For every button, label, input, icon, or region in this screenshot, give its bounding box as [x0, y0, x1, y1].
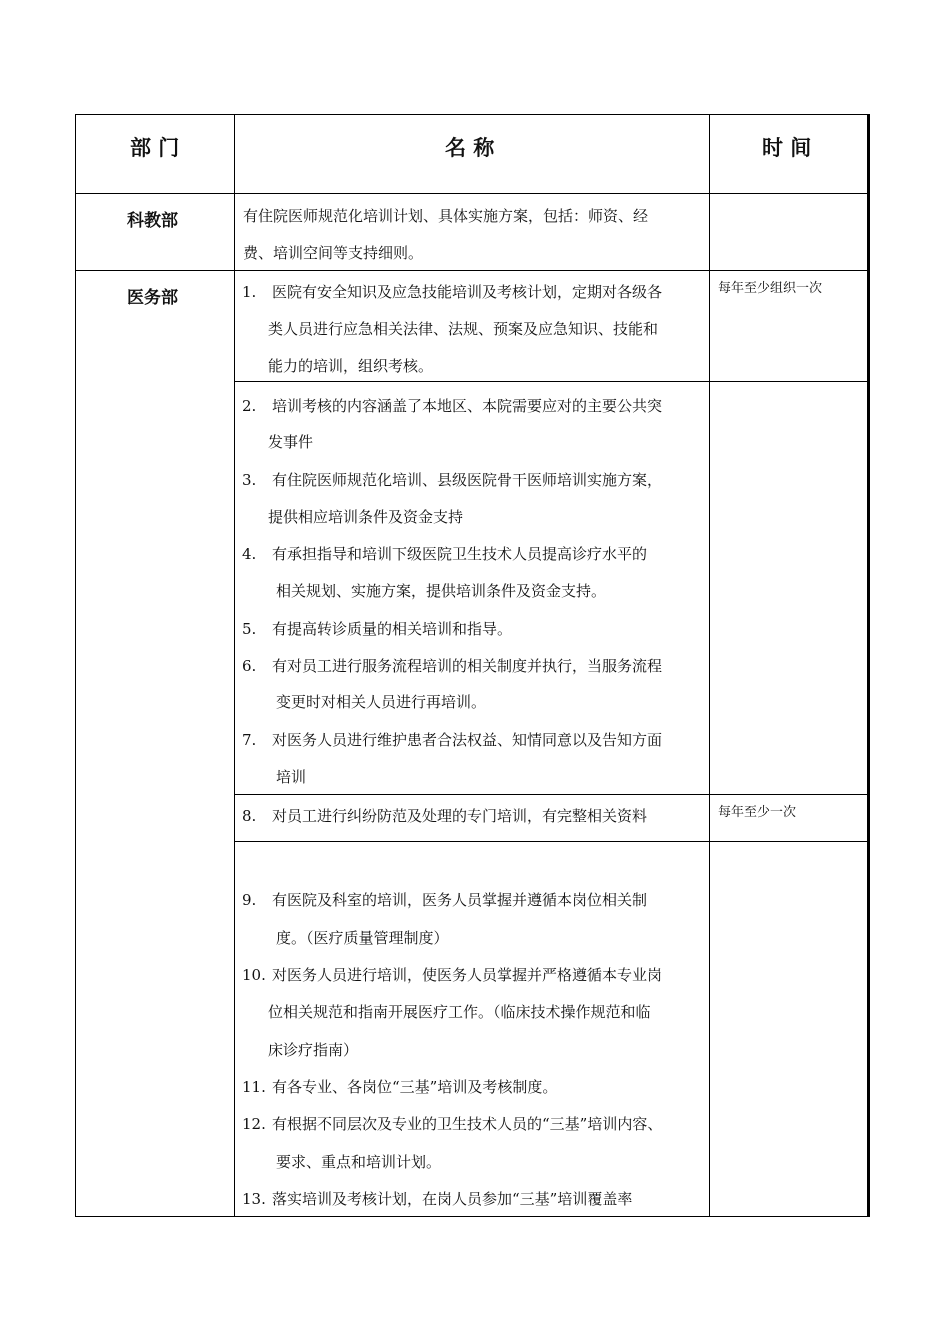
item-number: 6.	[242, 657, 257, 675]
item-12-cont-1: 要求、重点和培训计划。	[276, 1153, 442, 1171]
item-9	[242, 889, 647, 910]
table-border-top	[75, 114, 870, 115]
column-divider-1	[234, 114, 235, 1217]
item-text: 有各专业、各岗位“三基”培训及考核制度。	[272, 1078, 558, 1096]
column-divider-2	[709, 114, 710, 1217]
time-item1: 每年至少组织一次	[718, 281, 823, 296]
item-text: 对员工进行纠纷防范及处理的专门培训，有完整相关资料	[272, 807, 648, 825]
item-4	[242, 543, 647, 564]
item-number: 13.	[242, 1190, 266, 1208]
item-6-cont-1: 变更时对相关人员进行再培训。	[276, 693, 487, 711]
item-text: 有根据不同层次及专业的卫生技术人员的“三基”培训内容、	[272, 1115, 663, 1133]
item-1	[242, 281, 662, 302]
item-1-cont-2: 能力的培训，组织考核。	[268, 357, 434, 375]
table-border-bottom	[75, 1216, 870, 1217]
item-text: 对医务人员进行维护患者合法权益、知情同意以及告知方面	[272, 731, 663, 749]
header-time: 时 间	[762, 135, 812, 160]
item-number: 11.	[242, 1078, 266, 1096]
item-2	[242, 395, 662, 416]
item-7	[242, 729, 662, 750]
row-divider-header	[75, 193, 870, 194]
item-7-cont-1: 培训	[276, 768, 307, 786]
item-10	[242, 964, 662, 985]
item-text: 有提高转诊质量的相关培训和指导。	[272, 620, 513, 638]
item-text: 有住院医师规范化培训、县级医院骨干医师培训实施方案，	[272, 471, 663, 489]
item-number: 7.	[242, 731, 257, 749]
item-10-cont-2: 床诊疗指南）	[268, 1041, 359, 1059]
item-12	[242, 1113, 662, 1134]
row-divider-item7	[234, 794, 870, 795]
header-name: 名 称	[445, 135, 495, 160]
dept-yiwu: 医务部	[127, 288, 178, 308]
table-border-left	[75, 114, 76, 1217]
item-number: 5.	[242, 620, 257, 638]
item-10-cont-1: 位相关规范和指南开展医疗工作。（临床技术操作规范和临	[268, 1003, 651, 1021]
item-text: 医院有安全知识及应急技能培训及考核计划，定期对各级各	[272, 283, 663, 301]
item-text: 落实培训及考核计划，在岗人员参加“三基”培训覆盖率	[272, 1190, 633, 1208]
item-9-cont-1: 度。（医疗质量管理制度）	[276, 929, 449, 947]
item-number: 4.	[242, 545, 257, 563]
item-number: 10.	[242, 966, 266, 984]
item-4-cont-1: 相关规划、实施方案，提供培训条件及资金支持。	[276, 582, 607, 600]
item-number: 8.	[242, 807, 257, 825]
row-divider-item8	[234, 841, 870, 842]
item-text: 有承担指导和培训下级医院卫生技术人员提高诊疗水平的	[272, 545, 648, 563]
item-5	[242, 618, 512, 639]
keji-line-1: 有住院医师规范化培训计划、具体实施方案，包括：师资、经	[243, 207, 649, 225]
item-text: 有对员工进行服务流程培训的相关制度并执行，当服务流程	[272, 657, 663, 675]
item-text: 培训考核的内容涵盖了本地区、本院需要应对的主要公共突	[272, 397, 663, 415]
time-item8: 每年至少一次	[718, 805, 797, 820]
item-text: 对医务人员进行培训，使医务人员掌握并严格遵循本专业岗	[272, 966, 663, 984]
item-6	[242, 655, 662, 676]
keji-line-2: 费、培训空间等支持细则。	[243, 244, 424, 262]
header-dept: 部 门	[130, 135, 180, 160]
item-3-cont-1: 提供相应培训条件及资金支持	[268, 508, 464, 526]
table-border-right	[867, 114, 870, 1217]
item-number: 2.	[242, 397, 257, 415]
row-divider-item1	[234, 381, 870, 382]
item-11	[242, 1076, 557, 1097]
item-13	[242, 1188, 632, 1209]
row-divider-keji	[75, 270, 870, 271]
item-2-cont-1: 发事件	[268, 433, 314, 451]
item-number: 1.	[242, 283, 257, 301]
dept-keji: 科教部	[127, 211, 178, 231]
item-number: 9.	[242, 891, 257, 909]
item-3	[242, 469, 662, 490]
item-number: 12.	[242, 1115, 266, 1133]
item-number: 3.	[242, 471, 257, 489]
item-text: 有医院及科室的培训，医务人员掌握并遵循本岗位相关制	[272, 891, 648, 909]
item-1-cont-1: 类人员进行应急相关法律、法规、预案及应急知识、技能和	[268, 320, 659, 338]
item-8	[242, 805, 647, 826]
